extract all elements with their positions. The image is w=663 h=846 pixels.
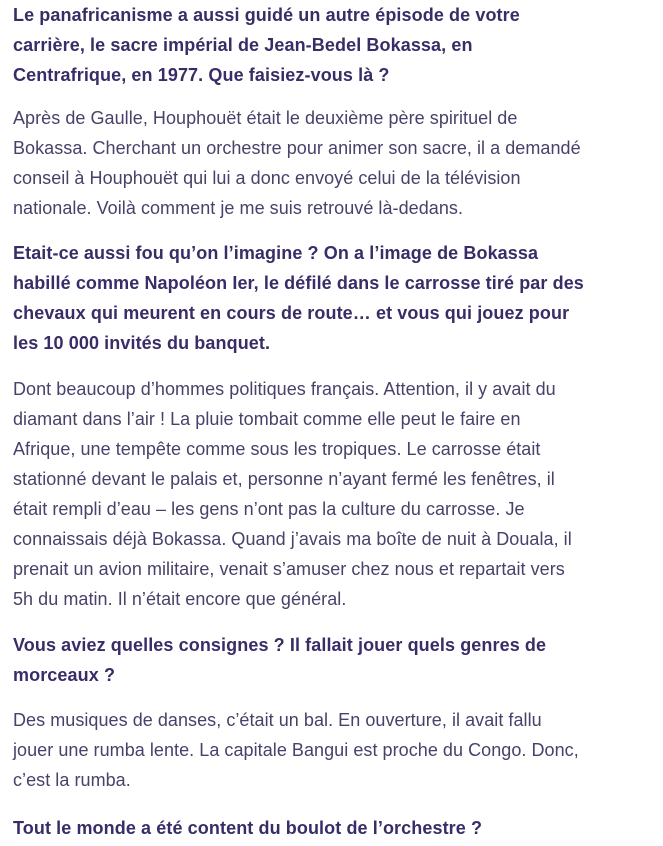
question-line: les 10 000 invités du banquet. [13,333,271,353]
answer-line: Après de Gaulle, Houphouët était le deuxième père spirituel de [13,108,518,128]
answer-line: Bokassa. Cherchant un orchestre pour animer son sacre, il a demandé [13,138,581,158]
question-line: Tout le monde a été content du boulot de l’orchestre ? [13,818,483,838]
answer-line: Des musiques de danses, c’était un bal. En ouverture, il avait fallu [13,710,542,730]
answer-line: Afrique, une tempête comme sous les tropiques. Le carrosse était [13,439,541,459]
answer-line: stationné devant le palais et, personne n’ayant fermé les fenêtres, il [13,469,555,489]
interview-question [13,0,520,90]
question-line: Etait-ce aussi fou qu’on l’imagine ? On a l’image de Bokassa [13,243,539,263]
answer-line: diamant dans l’air ! La pluie tombait comme elle peut le faire en [13,409,521,429]
interview-answer [13,705,579,795]
answer-line: était rempli d’eau – les gens n’ont pas la culture du carrosse. Je [13,499,525,519]
interview-answer [13,103,581,223]
question-line: habillé comme Napoléon Ier, le défilé dans le carrosse tiré par des [13,273,584,293]
answer-line: nationale. Voilà comment je me suis retrouvé là-dedans. [13,198,463,218]
question-line: chevaux qui meurent en cours de route… et vous qui jouez pour [13,303,570,323]
interview-question [13,813,482,843]
interview-question [13,630,546,690]
interview-question [13,238,584,358]
answer-line: Dont beaucoup d’hommes politiques français. Attention, il y avait du [13,379,556,399]
answer-line: connaissais déjà Bokassa. Quand j’avais ma boîte de nuit à Douala, il [13,529,572,549]
answer-line: prenait un avion militaire, venait s’amuser chez nous et repartait vers [13,559,565,579]
question-line: Centrafrique, en 1977. Que faisiez-vous là ? [13,65,390,85]
answer-line: c’est la rumba. [13,770,131,790]
answer-line: 5h du matin. Il n’était encore que général. [13,589,347,609]
question-line: carrière, le sacre impérial de Jean-Bedel Bokassa, en [13,35,473,55]
interview-answer [13,374,572,614]
question-line: morceaux ? [13,665,116,685]
question-line: Vous aviez quelles consignes ? Il fallait jouer quels genres de [13,635,547,655]
answer-line: conseil à Houphouët qui lui a donc envoyé celui de la télévision [13,168,521,188]
question-line: Le panafricanisme a aussi guidé un autre épisode de votre [13,5,520,25]
answer-line: jouer une rumba lente. La capitale Bangui est proche du Congo. Donc, [13,740,579,760]
